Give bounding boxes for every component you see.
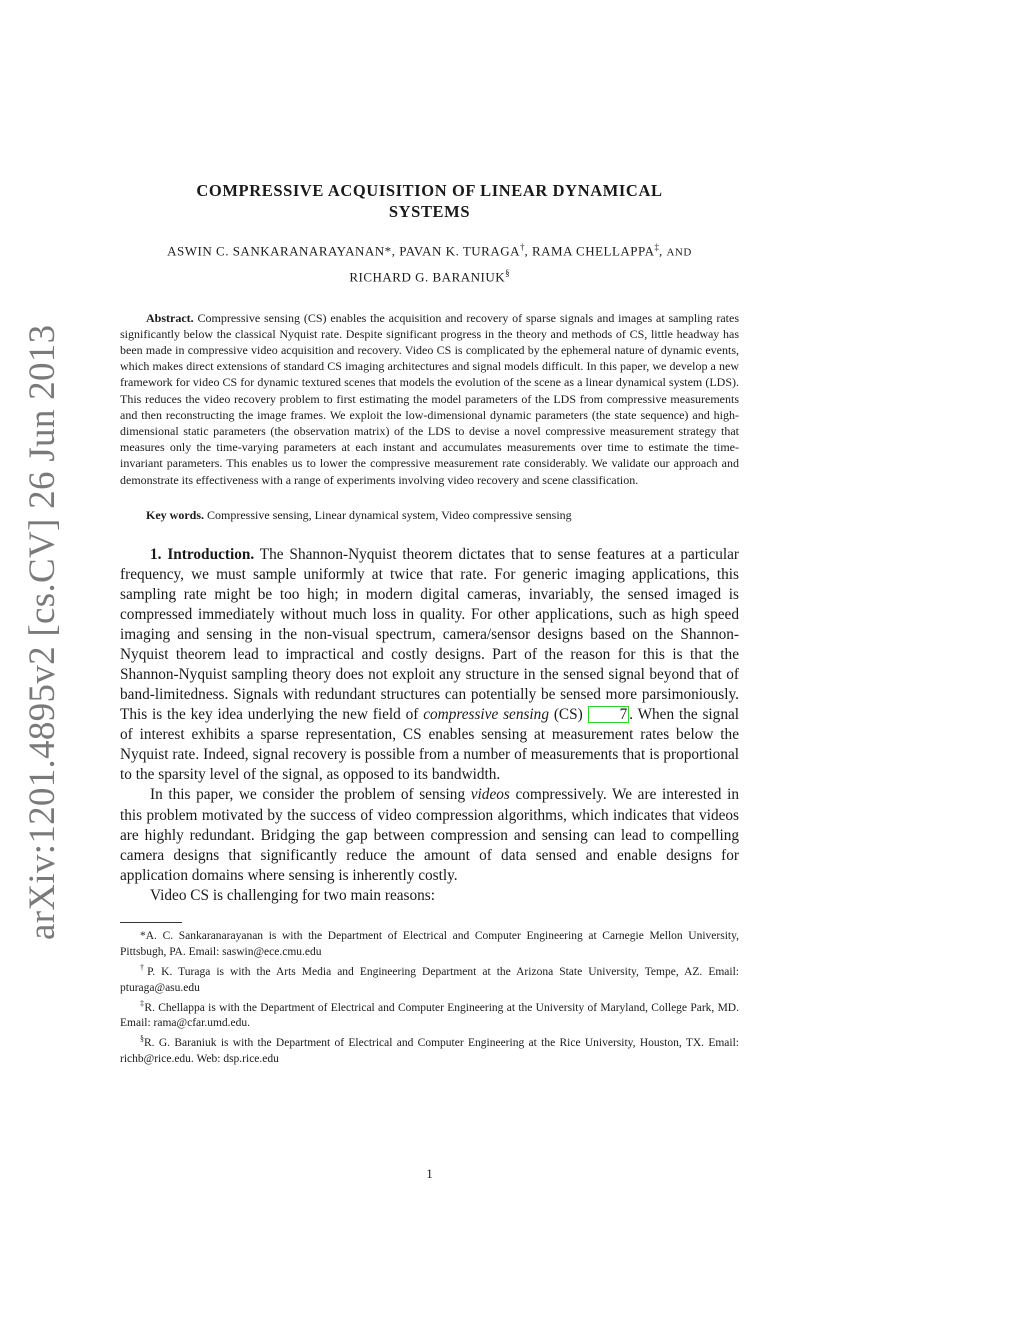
author-2: PAVAN K. TURAGA <box>399 243 520 259</box>
intro-p1-text-b: (CS) <box>553 706 583 724</box>
intro-paragraph-2 <box>120 785 739 885</box>
footnote-4-mark: § <box>140 1034 144 1044</box>
keywords-text: Compressive sensing, Linear dynamical system, Video compressive sensing <box>207 507 572 522</box>
paper-title: COMPRESSIVE ACQUISITION OF LINEAR DYNAMICAL SYSTEMS <box>196 181 663 221</box>
author-1: ASWIN C. SANKARANARAYANAN* <box>167 243 392 259</box>
footnote-2-mark: † <box>140 962 148 972</box>
footnote-4-text: R. G. Baraniuk is with the Department of Electrical and Computer Engineering at the Rice University, Houston, TX. Email: richb@rice.edu. Web: dsp.rice.edu <box>120 1037 739 1066</box>
footnotes <box>120 928 739 1067</box>
author-and: AND <box>666 246 692 259</box>
footnote-3-text: R. Chellappa is with the Department of Electrical and Computer Engineering at the University of Maryland, College Park, MD. Email: rama@cfar.umd.edu. <box>120 1001 739 1030</box>
abstract <box>120 310 739 488</box>
intro-p1-text-a: The Shannon-Nyquist theorem dictates that to sense features at a particular frequency, we must sample uniformly at twice that rate. For generic imaging applications, this sampling rate might be too high; in modern digital cameras, invariably, the sensed imaged is compressed immediately without much loss in quality. For other applications, such as high speed imaging and sensing in the non-visual spectrum, camera/sensor designs based on the Shannon-Nyquist theorem lead to impractical and costly designs. Part of the reason for this is that the Shannon-Nyquist sampling theory does not exploit any structure in the sensed signal beyond that of band-limitedness. Signals with redundant structures can potentially be sensed more parsimoniously. This is the key idea underlying the new field of <box>120 545 739 724</box>
footnote-1-mark: * <box>140 929 146 942</box>
intro-p2-emphasis: videos <box>470 786 510 804</box>
citation-link[interactable]: 7 <box>588 706 630 723</box>
footnote-2 <box>120 960 739 996</box>
author-list: ASWIN C. SANKARANARAYANAN*, PAVAN K. TURAGA†, RAMA CHELLAPPA‡, AND RICHARD G. BARANIUK§ <box>167 242 692 285</box>
intro-p2-text-b: compressively. We are interested in this problem motivated by the success of video compression algorithms, which indicates that videos are highly redundant. Bridging the gap between compression and sensing can lead to compelling camera designs that significantly reduce the amount of data sensed and enable designs for application domains where sensing is inherently costly. <box>120 786 739 884</box>
arxiv-identifier-stamp: arXiv:1201.4895v2 [cs.CV] 26 Jun 2013 <box>22 324 63 940</box>
author-4: RICHARD G. BARANIUK <box>349 269 506 285</box>
introduction-section <box>120 545 739 906</box>
intro-paragraph-3: Video CS is challenging for two main reasons: <box>150 886 436 904</box>
keywords <box>120 507 739 523</box>
footnote-rule <box>120 922 182 923</box>
footnote-3-mark: ‡ <box>140 998 145 1008</box>
footnote-3 <box>120 996 739 1032</box>
footnote-2-text: P. K. Turaga is with the Arts Media and Engineering Department at the Arizona State University, Tempe, AZ. Email: pturaga@asu.edu <box>120 965 739 994</box>
footnote-4 <box>120 1031 739 1067</box>
intro-p2-text-a: In this paper, we consider the problem of sensing <box>150 786 466 804</box>
intro-paragraph-1 <box>120 545 739 786</box>
abstract-label: Abstract. <box>146 310 194 325</box>
author-3: RAMA CHELLAPPA <box>532 243 655 259</box>
author-2-mark: † <box>520 242 525 252</box>
page-number: 1 <box>426 1166 433 1181</box>
footnote-1-text: A. C. Sankaranarayanan is with the Department of Electrical and Computer Engineering at Carnegie Mellon University, Pittsbugh, PA. Email: saswin@ece.cmu.edu <box>120 929 739 958</box>
abstract-text: Compressive sensing (CS) enables the acquisition and recovery of sparse signals and images at sampling rates significantly below the classical Nyquist rate. Despite significant progress in the theory and methods of CS, little headway has been made in compressive video acquisition and recovery. Video CS is complicated by the ephemeral nature of dynamic events, which makes direct extensions of standard CS imaging architectures and signal models difficult. In this paper, we develop a new framework for video CS for dynamic textured scenes that models the evolution of the scene as a linear dynamical system (LDS). This reduces the video recovery problem to first estimating the model parameters of the LDS from compressive measurements and then reconstructing the image frames. We exploit the low-dimensional dynamic parameters (the state sequence) and high-dimensional static parameters (the observation matrix) of the LDS to devise a novel compressive measurement strategy that measures only the time-varying parameters at each instant and accumulates measurements over time to estimate the time-invariant parameters. This enables us to lower the compressive measurement rate considerably. We validate our approach and demonstrate its effectiveness with a range of experiments involving video recovery and scene classification. <box>120 310 739 487</box>
keywords-label: Key words. <box>146 507 204 522</box>
footnote-1 <box>120 928 739 960</box>
author-4-mark: § <box>505 268 510 279</box>
section-heading: 1. Introduction. <box>150 545 255 563</box>
intro-p1-text-c: . When the signal of interest exhibits a sparse representation, CS enables sensing at measurement rates below the Nyquist rate. Indeed, signal recovery is possible from a number of measurements that is proportional to the sparsity level of the signal, as opposed to its bandwidth. <box>120 706 740 784</box>
paper-page <box>120 180 739 1067</box>
author-3-mark: ‡ <box>654 242 659 252</box>
intro-p1-emphasis: compressive sensing <box>423 706 549 724</box>
